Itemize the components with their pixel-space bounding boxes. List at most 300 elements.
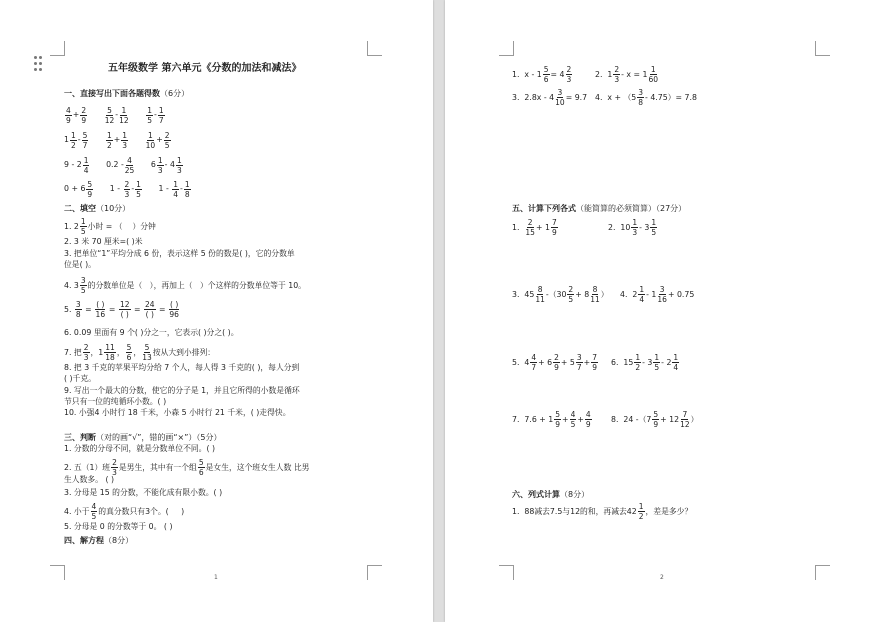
numerator: 7 <box>551 218 557 227</box>
equation-1 <box>512 65 573 84</box>
crop-mark <box>50 565 65 580</box>
fill-q9b: 节只有一位的纯循环小数。( ) <box>64 397 167 406</box>
numerator: 2 <box>164 130 170 140</box>
numerator: 1 <box>157 155 163 165</box>
fraction <box>637 88 644 107</box>
denominator: 5 <box>654 363 660 372</box>
fraction <box>91 502 98 521</box>
numerator: 4 <box>531 353 537 362</box>
fill-q6: 6. 0.09 里面有 9 个( )分之一，它表示( )分之( )。 <box>64 328 239 337</box>
numerator: 3 <box>576 353 582 362</box>
numerator: 1 <box>136 179 141 189</box>
fill-q3a: 3. 把单位“1”平均分成 6 份，表示这样 5 份的数是( )，它的分数单 <box>64 249 295 258</box>
math-text: - <box>115 110 119 119</box>
crop-mark <box>367 565 382 580</box>
numerator: 1 <box>635 353 641 362</box>
fraction <box>551 218 558 237</box>
numerator: 1 <box>673 353 679 362</box>
denominator: 3 <box>112 468 117 477</box>
calc-5 <box>512 353 599 372</box>
fraction <box>672 353 679 372</box>
denominator: 9 <box>653 420 659 429</box>
denominator: 4 <box>173 189 179 199</box>
page-1 <box>0 0 433 622</box>
math-text: 3. 45 <box>512 289 535 299</box>
denominator: 9 <box>87 189 93 199</box>
fraction <box>124 180 131 199</box>
fraction <box>634 353 641 372</box>
fraction <box>638 502 645 521</box>
math-text: 9 - 2 <box>64 160 82 169</box>
numerator: 1 <box>632 218 638 227</box>
numerator: ( ) <box>96 300 105 309</box>
section-3-heading: 三、判断（对的画“√”，错的画“×”）（5分） <box>64 433 222 442</box>
math-text: 4. 小于 <box>64 506 90 516</box>
numerator: 8 <box>537 285 543 294</box>
numerator: 5 <box>653 410 659 419</box>
numerator: 5 <box>144 343 150 352</box>
math-text: ， <box>133 347 142 357</box>
fraction <box>554 410 561 429</box>
fraction <box>198 458 205 477</box>
fill-q8b: ( )千克。 <box>64 374 96 383</box>
section-5-heading: 五、计算下列各式（能简算的必须简算）（27分） <box>512 204 687 213</box>
denominator: 25 <box>124 165 135 175</box>
denominator: 3 <box>176 165 182 175</box>
math-text: - 3 <box>642 357 653 367</box>
numerator: 1 <box>184 179 190 189</box>
math-text: ，1 <box>90 347 104 357</box>
denominator: 6 <box>126 353 132 362</box>
numerator: 7 <box>592 353 597 362</box>
section-4-heading: 四、解方程（8分） <box>64 536 134 545</box>
denominator: 5 <box>80 227 86 236</box>
fraction <box>650 218 657 237</box>
denominator: 2 <box>70 140 76 150</box>
math-text: + <box>583 357 591 367</box>
math-text: + <box>577 414 584 424</box>
denominator: 5 <box>91 512 97 521</box>
numerator: 1 <box>83 155 89 165</box>
denominator: 15 <box>525 228 535 237</box>
numerator: 1 <box>80 217 86 226</box>
numerator: 2 <box>81 105 87 115</box>
numerator: 2 <box>566 65 572 74</box>
fraction <box>70 131 77 150</box>
math-text: - 3 <box>639 222 650 232</box>
fraction <box>653 353 660 372</box>
denominator: 3 <box>157 165 163 175</box>
math-text: + <box>113 135 121 144</box>
math-text: 1 <box>64 135 69 144</box>
crop-mark <box>499 565 514 580</box>
denominator: 3 <box>122 140 128 150</box>
numerator: 2 <box>124 179 130 189</box>
numerator: 1 <box>147 105 152 115</box>
math-text: 4. x + （5 <box>595 92 637 102</box>
calc-4 <box>620 285 694 304</box>
fraction <box>104 343 116 362</box>
fraction <box>169 300 179 319</box>
denominator: 16 <box>657 295 667 304</box>
denominator: 9 <box>81 115 87 125</box>
math-text: + 6 <box>538 357 553 367</box>
quick-calc-row <box>64 102 194 125</box>
numerator: 5 <box>555 410 561 419</box>
denominator: 5 <box>651 228 657 237</box>
numerator: 3 <box>75 300 81 309</box>
math-text: 2. 五（1）班 <box>64 462 111 472</box>
fill-q4 <box>64 276 306 295</box>
fraction <box>125 156 135 175</box>
denominator: 5 <box>147 115 152 125</box>
math-text <box>130 110 146 119</box>
fraction <box>652 410 659 429</box>
math-text: - 4.75）= 7.8 <box>645 92 697 102</box>
numerator: 12 <box>119 300 130 309</box>
fraction <box>590 285 600 304</box>
numerator: 4 <box>127 155 132 165</box>
fraction <box>142 343 152 362</box>
judge-q4 <box>64 502 184 521</box>
denominator: 16 <box>95 310 106 319</box>
math-text: 4. 2 <box>620 289 638 299</box>
fraction <box>158 106 165 125</box>
numerator: 3 <box>638 88 644 97</box>
denominator: 8 <box>638 98 644 107</box>
fill-q3b: 位是( )。 <box>64 260 96 269</box>
equation-2 <box>595 65 659 84</box>
fraction <box>585 410 592 429</box>
denominator: 13 <box>142 353 152 362</box>
math-text: = <box>156 304 169 314</box>
denominator: 4 <box>639 295 645 304</box>
denominator: 96 <box>169 310 179 319</box>
math-text: 1. 88减去7.5与12的和，再减去42 <box>512 506 637 516</box>
quick-calc-row <box>64 152 184 175</box>
math-text: - 2 <box>661 357 672 367</box>
fraction <box>553 353 560 372</box>
math-text: 1. 2 <box>64 221 79 231</box>
denominator: 10 <box>145 140 156 150</box>
fraction <box>576 353 583 372</box>
denominator: 6 <box>543 75 549 84</box>
denominator: 2 <box>638 512 644 521</box>
fraction <box>657 285 667 304</box>
math-text: ， <box>116 347 125 357</box>
math-text: 是女生，这个班女生人数 比男 <box>205 462 310 472</box>
fraction <box>146 131 156 150</box>
numerator: 8 <box>592 285 598 294</box>
denominator: 12 <box>119 115 129 125</box>
math-text: 的真分数只有3个。( ) <box>98 506 185 516</box>
denominator: 6 <box>198 468 204 477</box>
math-text: + 1 <box>535 222 550 232</box>
page-number: 2 <box>660 574 664 581</box>
fraction <box>135 180 142 199</box>
numerator: 1 <box>70 130 76 140</box>
fraction <box>535 285 545 304</box>
denominator: 5 <box>136 189 141 199</box>
numerator: 1 <box>158 105 164 115</box>
numerator: 2 <box>554 353 559 362</box>
numerator: 4 <box>66 105 71 115</box>
numerator: 1 <box>122 130 128 140</box>
numerator: 1 <box>638 502 644 511</box>
denominator: 7 <box>576 363 582 372</box>
denominator: 10 <box>555 98 565 107</box>
fraction <box>121 131 128 150</box>
fraction <box>144 300 156 319</box>
fraction <box>680 410 690 429</box>
numerator: 2 <box>568 285 574 294</box>
denominator: 11 <box>535 295 545 304</box>
denominator: 9 <box>554 363 559 372</box>
denominator: 12 <box>104 115 115 125</box>
calc-2 <box>608 218 658 237</box>
numerator: 3 <box>659 285 665 294</box>
numerator: 3 <box>80 276 86 285</box>
math-text: ） <box>600 289 609 299</box>
calc-6 <box>611 353 680 372</box>
fraction <box>80 217 87 236</box>
denominator: ( ) <box>120 310 129 319</box>
equation-3 <box>512 88 587 107</box>
fraction <box>106 131 113 150</box>
fraction <box>86 180 93 199</box>
numerator: 2 <box>83 343 89 352</box>
fraction <box>638 285 645 304</box>
numerator: 5 <box>82 130 88 140</box>
math-text <box>94 184 110 193</box>
fraction <box>649 65 659 84</box>
denominator: 9 <box>66 115 71 125</box>
math-text: 2. 10 <box>608 222 631 232</box>
denominator: 5 <box>570 420 576 429</box>
section-1-heading: 一、直接写出下面各题得数（6分） <box>64 89 190 98</box>
denominator: 7 <box>82 140 88 150</box>
numerator: 5 <box>107 105 112 115</box>
math-text: 小时 = （ ）分钟 <box>87 221 156 231</box>
math-text: ） <box>690 414 699 424</box>
math-text: 1 - <box>109 184 123 193</box>
fraction <box>119 300 131 319</box>
fraction <box>119 106 129 125</box>
math-text <box>88 110 104 119</box>
numerator: 4 <box>570 410 576 419</box>
denominator: 7 <box>531 363 537 372</box>
math-text <box>129 135 145 144</box>
denominator: 3 <box>614 75 620 84</box>
math-text: 6 <box>150 160 156 169</box>
judge-q2b: 生人数多。 ( ) <box>64 475 115 484</box>
denominator: 9 <box>585 420 591 429</box>
numerator: 1 <box>106 130 112 140</box>
quick-calc-row <box>64 127 172 150</box>
section-6-heading: 六、列式计算（8分） <box>512 490 590 499</box>
fraction <box>172 180 179 199</box>
math-text: - <box>131 184 135 193</box>
math-text: - <box>180 184 183 193</box>
math-text: 7. 把 <box>64 347 82 357</box>
fill-q1 <box>64 217 156 236</box>
math-text: = 4 <box>550 69 565 79</box>
math-text: 8. 24 -（7 <box>611 414 652 424</box>
math-text <box>89 135 105 144</box>
denominator: 60 <box>648 75 659 84</box>
denominator: ( ) <box>145 310 154 319</box>
math-text: - 4 <box>164 160 175 169</box>
math-text: - 1 <box>646 289 657 299</box>
math-text: 的分数单位是（ ），再加上（ ）个这样的分数单位等于 10。 <box>87 280 306 290</box>
fill-q9a: 9. 写出一个最大的分数，使它的分子是 1，并且它所得的小数是循环 <box>64 386 300 395</box>
math-text: - <box>77 135 81 144</box>
denominator: 3 <box>632 228 638 237</box>
crop-mark <box>815 41 830 56</box>
math-text: 0 + 6 <box>64 184 86 193</box>
judge-q5: 5. 分母是 0 的分数等于 0。 ( ) <box>64 522 173 531</box>
fill-q8a: 8. 把 3 千克的苹果平均分给 7 个人，每人得 3 千克的( )，每人分到 <box>64 363 300 372</box>
numerator: 1 <box>639 285 645 294</box>
math-text: = <box>106 304 118 314</box>
fraction <box>164 131 171 150</box>
denominator: 8 <box>184 189 190 199</box>
math-text: 5. 4 <box>512 357 530 367</box>
math-text: 0.2 - <box>106 160 124 169</box>
fraction <box>95 300 105 319</box>
fraction <box>75 300 82 319</box>
math-text: 按从大到小排列： <box>152 347 216 357</box>
math-text: + <box>562 414 569 424</box>
numerator: 4 <box>585 410 591 419</box>
math-text: -（30 <box>545 289 567 299</box>
word-problem-1 <box>512 502 692 521</box>
numerator: 11 <box>105 343 115 352</box>
page-2 <box>445 0 891 622</box>
math-text: 1. x - 1 <box>512 69 542 79</box>
denominator: 5 <box>80 286 86 295</box>
math-text: 3. 2.8x - 4 <box>512 92 555 102</box>
math-text <box>135 160 151 169</box>
fraction <box>146 106 153 125</box>
fraction <box>591 353 598 372</box>
crop-mark <box>815 565 830 580</box>
denominator: 4 <box>83 165 89 175</box>
fill-q7 <box>64 343 215 362</box>
numerator: 3 <box>557 88 563 97</box>
equation-4 <box>595 88 697 107</box>
math-text: 是男生，其中有一个组 <box>118 462 197 472</box>
denominator: 2 <box>106 140 112 150</box>
fraction <box>631 218 638 237</box>
crop-mark <box>367 41 382 56</box>
math-text: 5. <box>64 304 74 314</box>
math-text: 2. 1 <box>595 69 613 79</box>
calc-7 <box>512 410 593 429</box>
numerator: ( ) <box>170 300 179 309</box>
fraction <box>184 180 191 199</box>
drag-handle-icon[interactable] <box>34 56 42 72</box>
fill-q10: 10. 小强4 小时行 18 千米，小森 5 小时行 21 千米，( )走得快。 <box>64 408 291 417</box>
math-text <box>90 160 106 169</box>
denominator: 18 <box>105 353 115 362</box>
numerator: 1 <box>121 105 127 115</box>
math-text: + <box>156 135 163 144</box>
numerator: 5 <box>543 65 549 74</box>
section-2-heading: 二、填空（10分） <box>64 204 131 213</box>
math-text: 4. 3 <box>64 280 79 290</box>
numerator: 1 <box>148 130 153 140</box>
math-text: = <box>131 304 143 314</box>
math-text: + <box>72 110 80 119</box>
denominator: 3 <box>124 189 130 199</box>
fraction <box>176 156 183 175</box>
numerator: 5 <box>198 458 204 467</box>
math-text: ，差是多少？ <box>645 506 693 516</box>
fill-q2: 2. 3 米 70 厘米=( )米 <box>64 237 143 246</box>
math-text: + 12 <box>660 414 680 424</box>
numerator: 2 <box>527 218 533 227</box>
numerator: 1 <box>173 179 179 189</box>
denominator: 11 <box>590 295 600 304</box>
denominator: 3 <box>83 353 89 362</box>
fraction <box>555 88 565 107</box>
fraction <box>126 343 133 362</box>
crop-mark <box>499 41 514 56</box>
quick-calc-row <box>64 176 192 199</box>
denominator: 5 <box>568 295 574 304</box>
denominator: 5 <box>164 140 170 150</box>
fraction <box>613 65 620 84</box>
fraction <box>83 343 90 362</box>
math-text: 7. 7.6 + 1 <box>512 414 554 424</box>
numerator: 2 <box>112 458 117 467</box>
math-text <box>143 184 159 193</box>
fraction <box>530 353 537 372</box>
fill-q5 <box>64 300 180 319</box>
denominator: 4 <box>673 363 679 372</box>
denominator: 8 <box>75 310 81 319</box>
calc-1 <box>512 218 559 237</box>
crop-mark <box>50 41 65 56</box>
numerator: 2 <box>614 65 620 74</box>
math-text: + 8 <box>575 289 590 299</box>
denominator: 3 <box>566 75 572 84</box>
denominator: 9 <box>592 363 597 372</box>
fraction <box>157 156 164 175</box>
numerator: 1 <box>176 155 182 165</box>
math-text: - x = 1 <box>621 69 648 79</box>
judge-q3: 3. 分母是 15 的分数，不能化成有限小数。( ) <box>64 488 223 497</box>
numerator: 24 <box>145 300 155 309</box>
fraction <box>567 285 574 304</box>
math-text: 1. <box>512 222 525 232</box>
numerator: 5 <box>126 343 132 352</box>
fraction <box>83 156 90 175</box>
denominator: 9 <box>555 420 561 429</box>
fraction <box>80 276 87 295</box>
fraction <box>105 106 115 125</box>
numerator: 1 <box>650 65 656 74</box>
denominator: 7 <box>158 115 164 125</box>
fraction <box>82 131 89 150</box>
numerator: 1 <box>651 218 657 227</box>
fraction <box>65 106 72 125</box>
math-text: + 0.75 <box>667 289 695 299</box>
fraction <box>566 65 573 84</box>
denominator: 12 <box>680 420 690 429</box>
fraction <box>570 410 577 429</box>
